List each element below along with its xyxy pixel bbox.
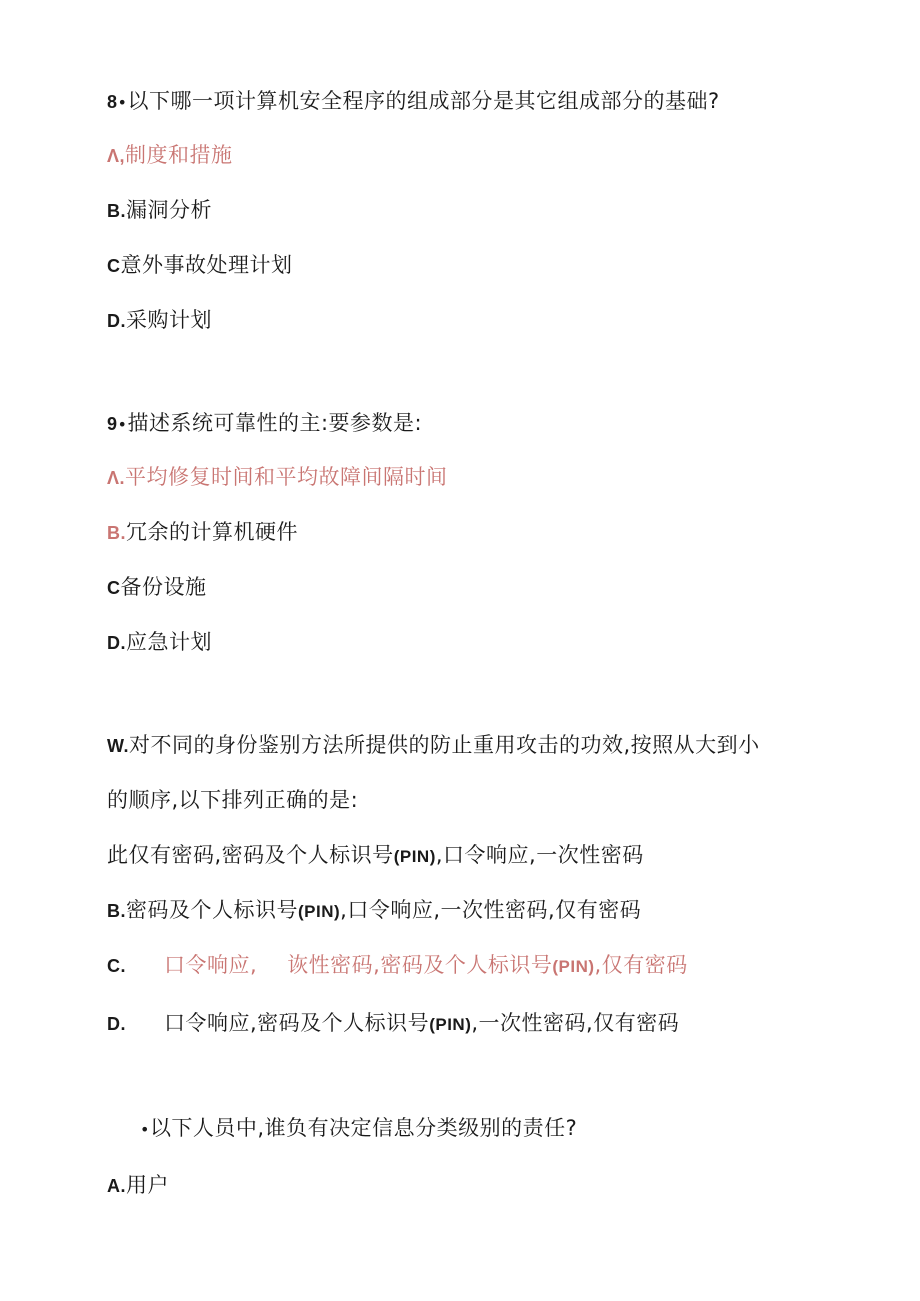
option-text: 应急计划 [126,630,212,654]
question-number: 9 [107,414,118,434]
option-text: 用户 [126,1173,169,1197]
option-d [107,305,212,336]
option-prefix: D. [107,311,126,331]
option-c [107,250,293,281]
question-8 [107,86,720,118]
option-a [107,140,233,171]
question-text: 以下人员中,谁负有决定信息分类级别的责任? [149,1116,578,1140]
option-prefix: D. [107,633,126,653]
option-text: 冗余的计算机硬件 [126,520,298,544]
bullet: • [140,1120,150,1139]
option-d [107,1008,679,1040]
question-text: 的顺序,以下排列正确的是: [107,788,359,812]
option-c [107,572,207,603]
option-a [107,840,644,872]
option-d [107,627,212,658]
pin-label: (PIN) [298,902,341,921]
option-prefix: Λ, [107,146,126,166]
option-c [107,950,688,982]
question-10 [107,730,760,761]
pin-label: (PIN) [552,957,595,976]
option-b [107,517,298,548]
option-text: 密码及个人标识号 [126,898,298,922]
option-prefix: C [107,578,121,598]
option-prefix: C [107,256,121,276]
question-text: 对不同的身份鉴别方法所提供的防止重用攻击的功效,按照从大到小 [129,733,760,757]
option-prefix: A. [107,1176,126,1196]
option-text: ,一次性密码,仅有密码 [471,1011,680,1035]
option-text: ,口令响应,一次性密码 [435,843,644,867]
question-10-continued [107,785,358,815]
option-prefix: C. [107,956,126,976]
option-text: 诙性密码,密码及个人标识号 [287,953,553,977]
question-11 [140,1113,577,1145]
option-b [107,895,641,927]
option-text: ,口令响应,一次性密码,仅有密码 [340,898,642,922]
bullet: • [117,415,128,434]
question-text: 描述系统可靠性的主:要参数是: [127,411,423,435]
question-text: 以下哪一项计算机安全程序的组成部分是其它组成部分的基础? [127,89,720,113]
bullet: • [117,93,128,112]
option-text: 备份设施 [120,575,207,599]
option-text: 此仅有密码,密码及个人标识号 [107,843,394,867]
option-text: 制度和措施 [125,143,233,167]
option-text: 口令响应,密码及个人标识号 [164,1011,430,1035]
option-text: 采购计划 [126,308,212,332]
question-number: 8 [107,92,118,112]
option-text: 口令响应, [164,953,258,977]
option-text: 漏洞分析 [126,198,212,222]
option-prefix: Λ. [107,468,126,488]
option-prefix: D. [107,1014,126,1034]
option-text: 平均修复时间和平均故障间隔时间 [125,465,448,489]
option-prefix: B. [107,901,126,921]
option-b [107,195,212,226]
question-number: W. [107,736,129,756]
option-prefix: B. [107,523,126,543]
option-text: ,仅有密码 [594,953,688,977]
pin-label: (PIN) [429,1015,472,1034]
option-a [107,462,448,493]
question-9 [107,408,422,440]
option-text: 意外事故处理计划 [120,253,293,277]
option-a [107,1170,169,1201]
option-prefix: B. [107,201,126,221]
pin-label: (PIN) [393,847,436,866]
